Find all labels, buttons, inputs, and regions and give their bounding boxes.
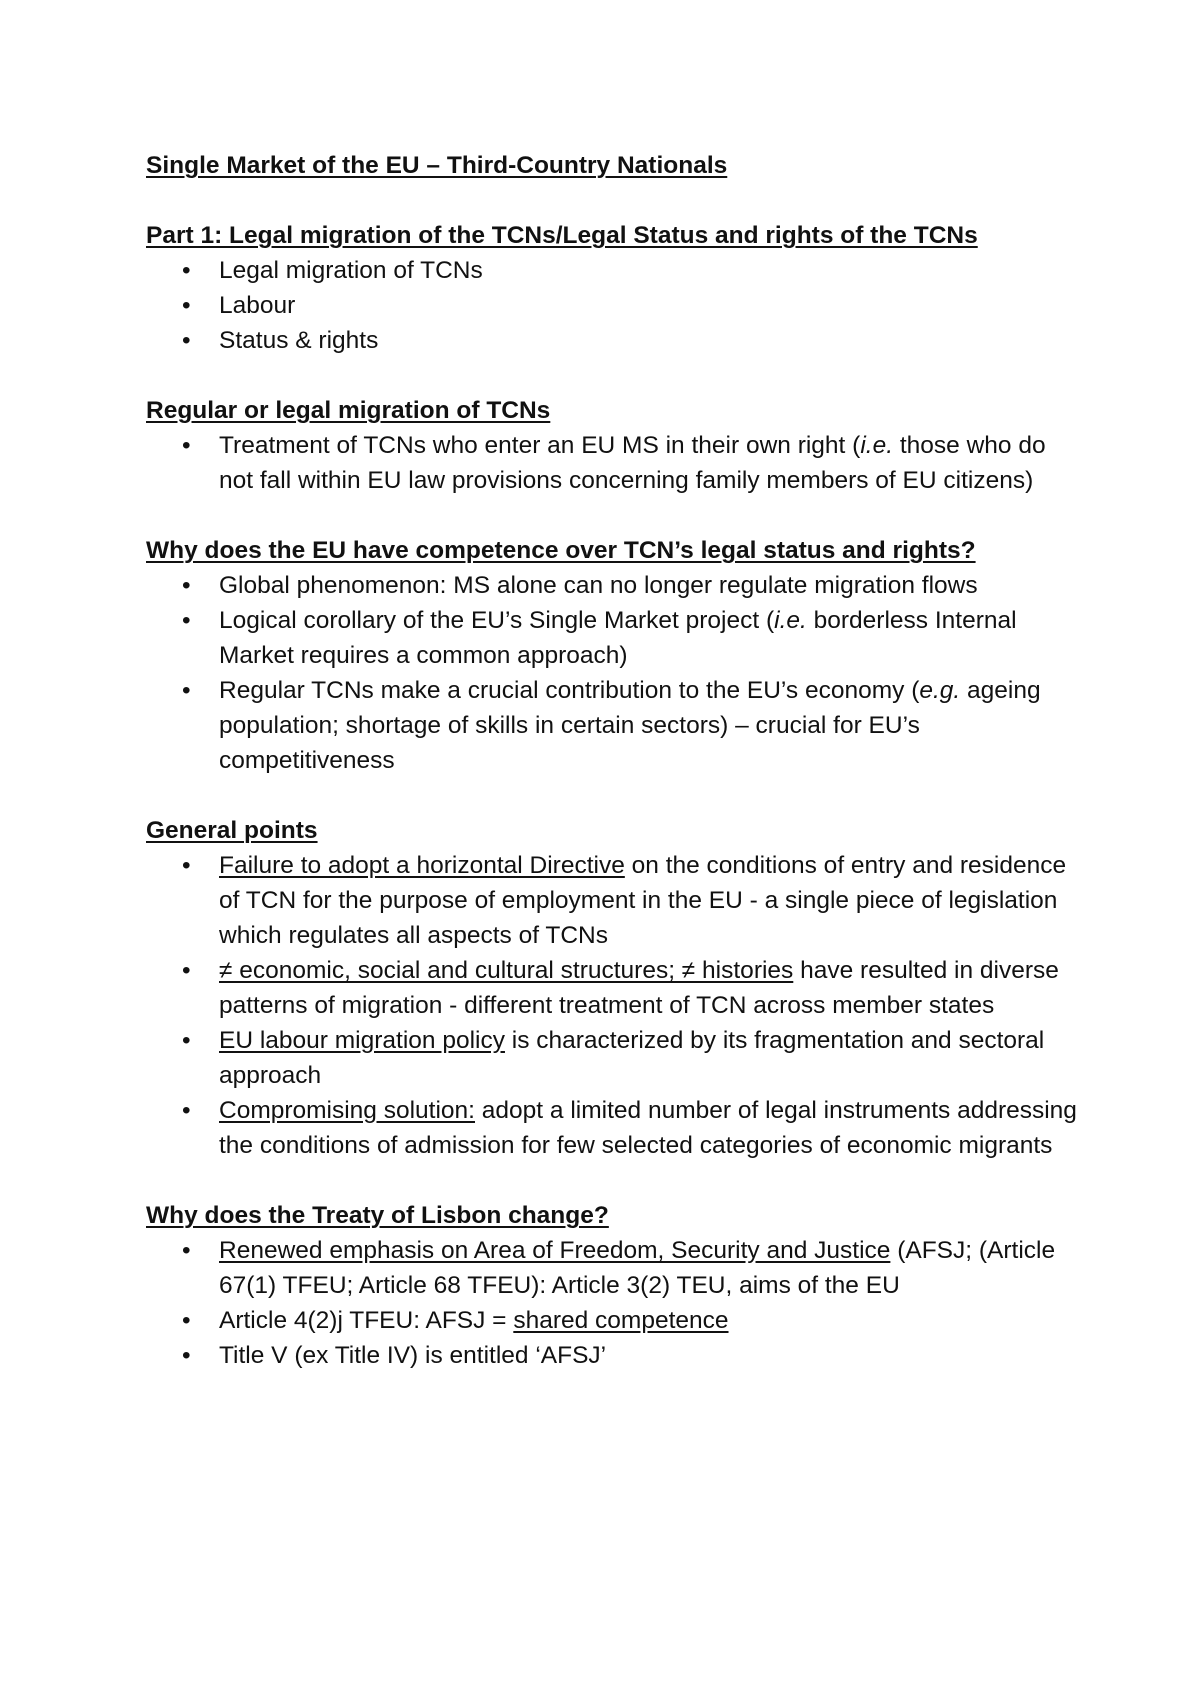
document-title: Single Market of the EU – Third-Country Nationals (146, 152, 728, 179)
list-item: • Global phenomenon: MS alone can no longer regulate migration flows (146, 568, 1086, 603)
list-item: • Failure to adopt a horizontal Directive on the conditions of entry and residence of TCN for the purpose of employment in the EU - a single piece of legislation which regulates all aspects of TCNs (146, 848, 1086, 953)
section-heading: Why does the EU have competence over TCN’s legal status and rights? (146, 537, 976, 564)
list-item: • Compromising solution: adopt a limited number of legal instruments addressing the conditions of admission for few selected categories of economic migrants (146, 1093, 1086, 1163)
bullet-list (146, 848, 1086, 1163)
section-heading: General points (146, 817, 318, 844)
list-item: • ≠ economic, social and cultural structures; ≠ histories have resulted in diverse patterns of migration - different treatment of TCN across member states (146, 953, 1086, 1023)
document-page (146, 148, 1086, 1408)
section-heading: Part 1: Legal migration of the TCNs/Legal Status and rights of the TCNs (146, 222, 978, 249)
section-heading: Why does the Treaty of Lisbon change? (146, 1202, 609, 1229)
list-item: • Legal migration of TCNs (146, 253, 1086, 288)
bullet-list (146, 1233, 1086, 1373)
section-general-points (146, 813, 1086, 1163)
section-treaty-of-lisbon (146, 1198, 1086, 1373)
list-item: • EU labour migration policy is characterized by its fragmentation and sectoral approach (146, 1023, 1086, 1093)
section-legal-status (146, 218, 1086, 358)
list-item: • Renewed emphasis on Area of Freedom, Security and Justice (AFSJ; (Article 67(1) TFEU; Article 68 TFEU): Article 3(2) TEU, aims of the EU (146, 1233, 1086, 1303)
section-eu-competence (146, 533, 1086, 778)
bullet-list (146, 568, 1086, 778)
list-item: • Title V (ex Title IV) is entitled ‘AFSJ’ (146, 1338, 1086, 1373)
list-item: • Labour (146, 288, 1086, 323)
list-item: • Logical corollary of the EU’s Single Market project (i.e. borderless Internal Market requires a common approach) (146, 603, 1086, 673)
list-item: • Regular TCNs make a crucial contribution to the EU’s economy (e.g. ageing population; shortage of skills in certain sectors) – crucial for EU’s competitiveness (146, 673, 1086, 778)
bullet-list (146, 428, 1086, 498)
list-item: • Treatment of TCNs who enter an EU MS in their own right (i.e. those who do not fall within EU law provisions concerning family members of EU citizens) (146, 428, 1086, 498)
bullet-list (146, 253, 1086, 358)
list-item: • Article 4(2)j TFEU: AFSJ = shared competence (146, 1303, 1086, 1338)
section-regular-migration (146, 393, 1086, 498)
list-item: • Status & rights (146, 323, 1086, 358)
section-heading: Regular or legal migration of TCNs (146, 397, 551, 424)
